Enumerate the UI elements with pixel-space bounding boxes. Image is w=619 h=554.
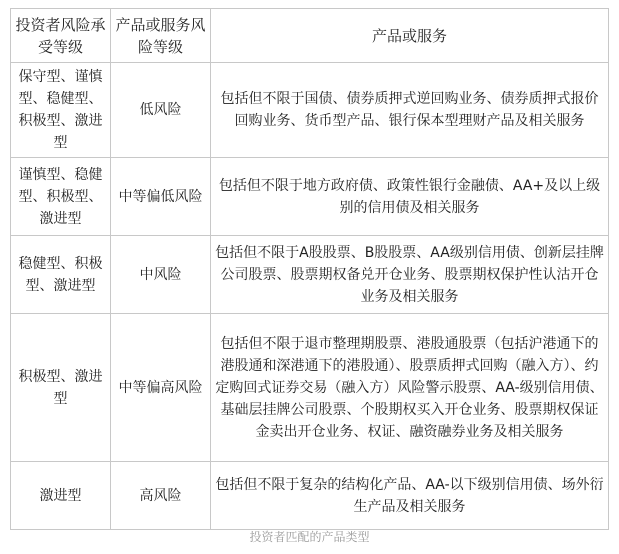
investor-level-cell: 谨慎型、稳健型、积极型、激进型 [11, 158, 111, 236]
investor-level-cell: 积极型、激进型 [11, 314, 111, 462]
investor-level-cell: 保守型、谨慎型、稳健型、积极型、激进型 [11, 63, 111, 158]
table-row [11, 236, 609, 314]
table-row [11, 314, 609, 462]
product-risk-cell: 中等偏低风险 [111, 158, 211, 236]
header-products: 产品或服务 [211, 9, 609, 63]
products-cell: 包括但不限于退市整理期股票、港股通股票（包括沪港通下的港股通和深港通下的港股通）、股票质押式回购（融入方）、约定购回式证券交易（融入方）风险警示股票、AA-级别信用债、基础层挂牌公司股票、个股期权买入开仓业务、股票期权保证金卖出开仓业务、权证、融资融券业务及相关服务 [211, 314, 609, 462]
risk-matching-table [10, 8, 609, 530]
table-caption: 投资者匹配的产品类型 [249, 530, 370, 544]
products-cell: 包括但不限于复杂的结构化产品、AA-以下级别信用债、场外衍生产品及相关服务 [211, 462, 609, 530]
table-row [11, 63, 609, 158]
header-product-risk: 产品或服务风险等级 [111, 9, 211, 63]
table-row [11, 462, 609, 530]
product-risk-cell: 低风险 [111, 63, 211, 158]
product-risk-cell: 高风险 [111, 462, 211, 530]
products-cell: 包括但不限于国债、债券质押式逆回购业务、债券质押式报价回购业务、货币型产品、银行保本型理财产品及相关服务 [211, 63, 609, 158]
investor-level-cell: 激进型 [11, 462, 111, 530]
products-cell: 包括但不限于A股股票、B股股票、AA级别信用债、创新层挂牌公司股票、股票期权备兑开仓业务、股票期权保护性认沽开仓业务及相关服务 [211, 236, 609, 314]
investor-level-cell: 稳健型、积极型、激进型 [11, 236, 111, 314]
products-cell: 包括但不限于地方政府债、政策性银行金融债、AA+及以上级别的信用债及相关服务 [211, 158, 609, 236]
table-row [11, 158, 609, 236]
product-risk-cell: 中等偏高风险 [111, 314, 211, 462]
table-header-row [11, 9, 609, 63]
header-investor-level: 投资者风险承受等级 [11, 9, 111, 63]
product-risk-cell: 中风险 [111, 236, 211, 314]
